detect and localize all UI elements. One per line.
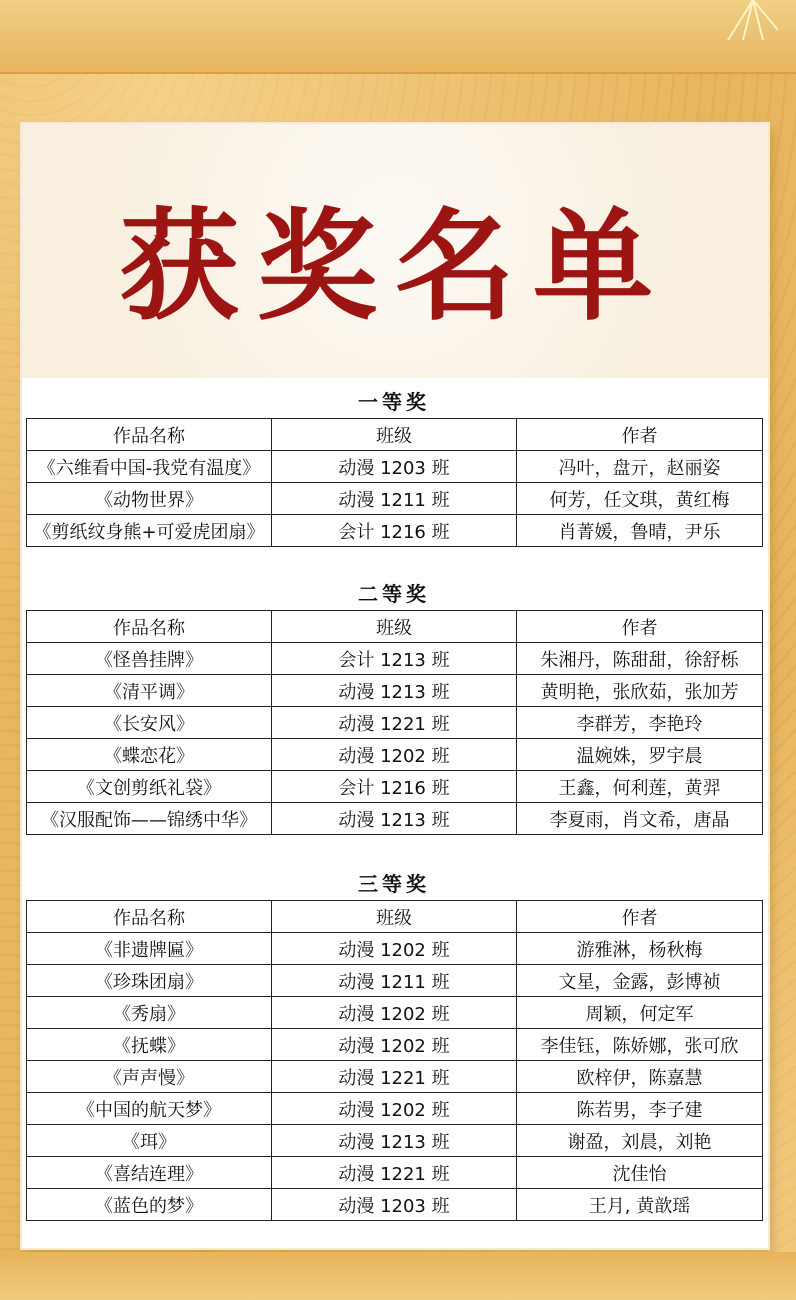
class-cell: 动漫 1202 班 [272, 1029, 517, 1061]
award-table [26, 610, 763, 835]
sun-rays-icon [708, 0, 778, 40]
table-row [27, 451, 763, 483]
column-header: 作品名称 [27, 419, 272, 451]
table-header-row [27, 901, 763, 933]
class-cell: 动漫 1213 班 [272, 1125, 517, 1157]
table-row [27, 933, 763, 965]
author-cell: 肖菁媛，鲁晴，尹乐 [517, 515, 763, 547]
work-name-cell: 《非遗牌匾》 [27, 933, 272, 965]
work-name-cell: 《动物世界》 [27, 483, 272, 515]
author-cell: 朱湘丹，陈甜甜，徐舒栎 [517, 643, 763, 675]
top-decorative-band [0, 0, 796, 74]
second-prize-section [26, 574, 762, 835]
class-cell: 动漫 1213 班 [272, 675, 517, 707]
author-cell: 游雅淋，杨秋梅 [517, 933, 763, 965]
author-cell: 王月, 黄歆瑶 [517, 1189, 763, 1221]
page-title: 获奖名单 [119, 196, 671, 337]
table-row [27, 1061, 763, 1093]
work-name-cell: 《抚蝶》 [27, 1029, 272, 1061]
class-cell: 动漫 1203 班 [272, 1189, 517, 1221]
table-row [27, 997, 763, 1029]
work-name-cell: 《喜结连理》 [27, 1157, 272, 1189]
column-header: 作者 [517, 611, 763, 643]
award-table [26, 418, 763, 547]
table-row [27, 965, 763, 997]
class-cell: 动漫 1211 班 [272, 965, 517, 997]
column-header: 班级 [272, 611, 517, 643]
table-row [27, 515, 763, 547]
work-name-cell: 《清平调》 [27, 675, 272, 707]
work-name-cell: 《珍珠团扇》 [27, 965, 272, 997]
author-cell: 文星，金露，彭博祯 [517, 965, 763, 997]
table-row [27, 1125, 763, 1157]
work-name-cell: 《蝶恋花》 [27, 739, 272, 771]
first-prize-section [26, 382, 762, 547]
author-cell: 李群芳，李艳玲 [517, 707, 763, 739]
work-name-cell: 《声声慢》 [27, 1061, 272, 1093]
work-name-cell: 《秀扇》 [27, 997, 272, 1029]
class-cell: 动漫 1221 班 [272, 1157, 517, 1189]
table-header-row [27, 419, 763, 451]
author-cell: 王鑫，何利莲，黄羿 [517, 771, 763, 803]
section-title: 三等奖 [358, 872, 430, 896]
work-name-cell: 《珥》 [27, 1125, 272, 1157]
author-cell: 欧梓伊，陈嘉慧 [517, 1061, 763, 1093]
author-cell: 温婉姝，罗宇晨 [517, 739, 763, 771]
table-header-row [27, 611, 763, 643]
column-header: 作品名称 [27, 611, 272, 643]
class-cell: 动漫 1221 班 [272, 707, 517, 739]
table-row [27, 803, 763, 835]
work-name-cell: 《文创剪纸礼袋》 [27, 771, 272, 803]
table-row [27, 1189, 763, 1221]
work-name-cell: 《剪纸纹身熊+可爱虎团扇》 [27, 515, 272, 547]
class-cell: 动漫 1202 班 [272, 933, 517, 965]
table-row [27, 1029, 763, 1061]
work-name-cell: 《长安风》 [27, 707, 272, 739]
table-row [27, 771, 763, 803]
author-cell: 谢盈，刘晨，刘艳 [517, 1125, 763, 1157]
class-cell: 动漫 1202 班 [272, 739, 517, 771]
column-header: 作者 [517, 419, 763, 451]
author-cell: 冯叶，盘亓，赵丽姿 [517, 451, 763, 483]
table-row [27, 483, 763, 515]
work-name-cell: 《汉服配饰——锦绣中华》 [27, 803, 272, 835]
section-title: 二等奖 [358, 582, 430, 606]
table-row [27, 643, 763, 675]
work-name-cell: 《怪兽挂牌》 [27, 643, 272, 675]
column-header: 班级 [272, 901, 517, 933]
class-cell: 动漫 1202 班 [272, 997, 517, 1029]
table-row [27, 707, 763, 739]
class-cell: 动漫 1213 班 [272, 803, 517, 835]
class-cell: 动漫 1211 班 [272, 483, 517, 515]
award-table [26, 900, 763, 1221]
class-cell: 动漫 1203 班 [272, 451, 517, 483]
table-row [27, 739, 763, 771]
title-area [22, 124, 768, 378]
third-prize-section [26, 864, 762, 1221]
section-title: 一等奖 [358, 390, 430, 414]
class-cell: 动漫 1202 班 [272, 1093, 517, 1125]
author-cell: 黄明艳，张欣茹，张加芳 [517, 675, 763, 707]
author-cell: 李夏雨，肖文希，唐晶 [517, 803, 763, 835]
author-cell: 陈若男，李子建 [517, 1093, 763, 1125]
class-cell: 会计 1216 班 [272, 771, 517, 803]
award-paper [22, 124, 768, 1248]
author-cell: 何芳，任文琪，黄红梅 [517, 483, 763, 515]
author-cell: 沈佳怡 [517, 1157, 763, 1189]
work-name-cell: 《蓝色的梦》 [27, 1189, 272, 1221]
table-row [27, 1157, 763, 1189]
column-header: 作品名称 [27, 901, 272, 933]
class-cell: 会计 1216 班 [272, 515, 517, 547]
table-row [27, 1093, 763, 1125]
author-cell: 周颖，何定军 [517, 997, 763, 1029]
author-cell: 李佳钰，陈娇娜，张可欣 [517, 1029, 763, 1061]
class-cell: 会计 1213 班 [272, 643, 517, 675]
column-header: 班级 [272, 419, 517, 451]
work-name-cell: 《六维看中国-我党有温度》 [27, 451, 272, 483]
class-cell: 动漫 1221 班 [272, 1061, 517, 1093]
column-header: 作者 [517, 901, 763, 933]
table-row [27, 675, 763, 707]
work-name-cell: 《中国的航天梦》 [27, 1093, 272, 1125]
bottom-decorative-band [0, 1252, 796, 1300]
